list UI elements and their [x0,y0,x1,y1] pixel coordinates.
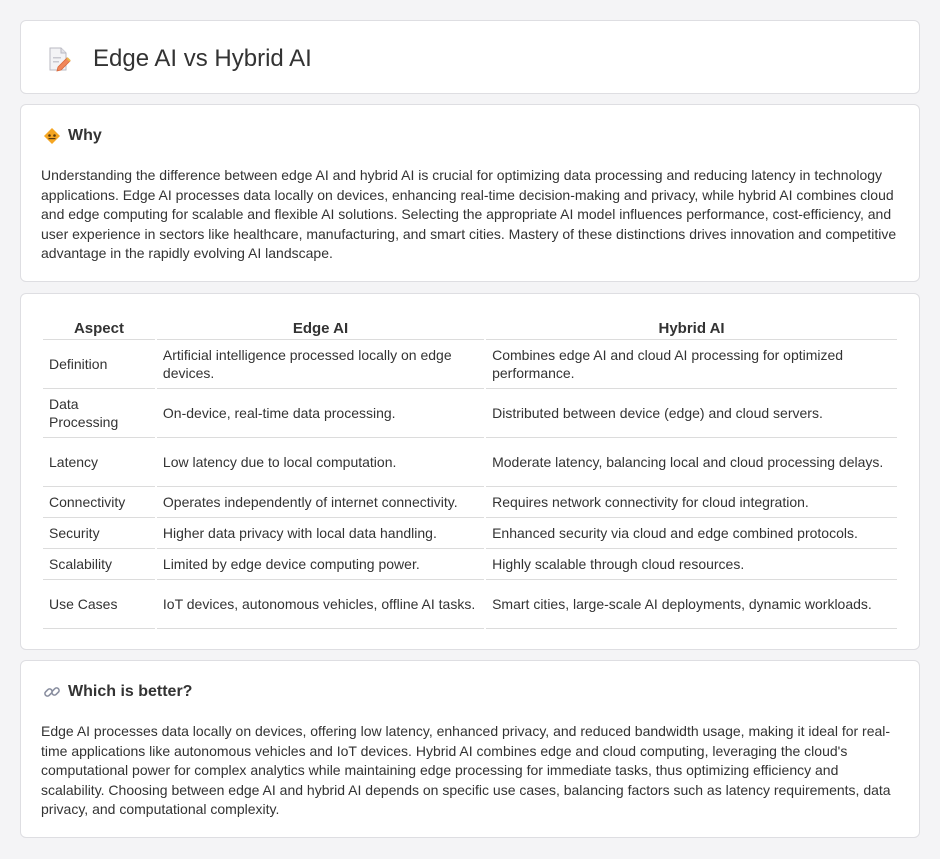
better-text: Edge AI processes data locally on devices, offering low latency, enhanced privacy, and reduced bandwidth usage, making it ideal for real-time applications like autonomous vehicles and IoT devices. Hybrid AI combines edge and cloud computing, leveraging the cloud's computational power for complex analytics while maintaining edge processing for immediate tasks, thus optimizing efficiency and scalability. Choosing between edge AI and hybrid AI depends on specific use cases, balancing factors such as latency requirements, data privacy, and computational complexity. [41,723,891,818]
why-heading [43,127,102,145]
edge-ai-cell: Artificial intelligence processed locally on edge devices. [157,340,484,389]
table-row [43,580,897,629]
which-is-better-section [20,660,920,838]
edge-ai-cell: Low latency due to local computation. [157,438,484,487]
table-row [43,549,897,580]
hybrid-ai-cell: Enhanced security via cloud and edge combined protocols. [486,518,897,549]
aspect-cell: Data Processing [43,389,155,438]
diamond-warning-icon [43,127,61,145]
header-card [20,20,920,94]
hybrid-ai-cell: Requires network connectivity for cloud integration. [486,487,897,518]
column-header-hybrid-ai: Hybrid AI [486,314,897,340]
aspect-cell: Connectivity [43,487,155,518]
why-text: Understanding the difference between edge AI and hybrid AI is crucial for optimizing data processing and reducing latency in technology applications. Edge AI processes data locally on devices, enhancing real-time decision-making and privacy, while hybrid AI combines cloud and edge computing for scalable and flexible AI solutions. Selecting the appropriate AI model influences performance, cost-efficiency, and user experience in sectors like healthcare, manufacturing, and smart cities. Mastery of these distinctions drives innovation and competitive advantage in the rapidly evolving AI landscape. [41,167,897,262]
aspect-cell: Use Cases [43,580,155,629]
link-icon [43,683,61,701]
document-pencil-icon [47,46,71,72]
table-row [43,340,897,389]
why-title: Why [68,127,102,144]
aspect-cell: Definition [43,340,155,389]
hybrid-ai-cell: Combines edge AI and cloud AI processing for optimized performance. [486,340,897,389]
page-title: Edge AI vs Hybrid AI [93,45,312,72]
column-header-edge-ai: Edge AI [157,314,484,340]
comparison-table [41,314,899,629]
aspect-cell: Security [43,518,155,549]
aspect-cell: Latency [43,438,155,487]
table-row [43,518,897,549]
column-header-aspect: Aspect [43,314,155,340]
hybrid-ai-cell: Smart cities, large-scale AI deployments, dynamic workloads. [486,580,897,629]
table-header-row [43,314,897,340]
hybrid-ai-cell: Highly scalable through cloud resources. [486,549,897,580]
comparison-section [20,293,920,650]
hybrid-ai-cell: Moderate latency, balancing local and cloud processing delays. [486,438,897,487]
edge-ai-cell: On-device, real-time data processing. [157,389,484,438]
better-heading [43,683,192,701]
why-section [20,104,920,282]
edge-ai-cell: Limited by edge device computing power. [157,549,484,580]
aspect-cell: Scalability [43,549,155,580]
edge-ai-cell: Higher data privacy with local data handling. [157,518,484,549]
edge-ai-cell: IoT devices, autonomous vehicles, offline AI tasks. [157,580,484,629]
table-row [43,438,897,487]
better-title: Which is better? [68,683,193,700]
edge-ai-cell: Operates independently of internet connectivity. [157,487,484,518]
table-row [43,487,897,518]
hybrid-ai-cell: Distributed between device (edge) and cloud servers. [486,389,897,438]
table-row [43,389,897,438]
